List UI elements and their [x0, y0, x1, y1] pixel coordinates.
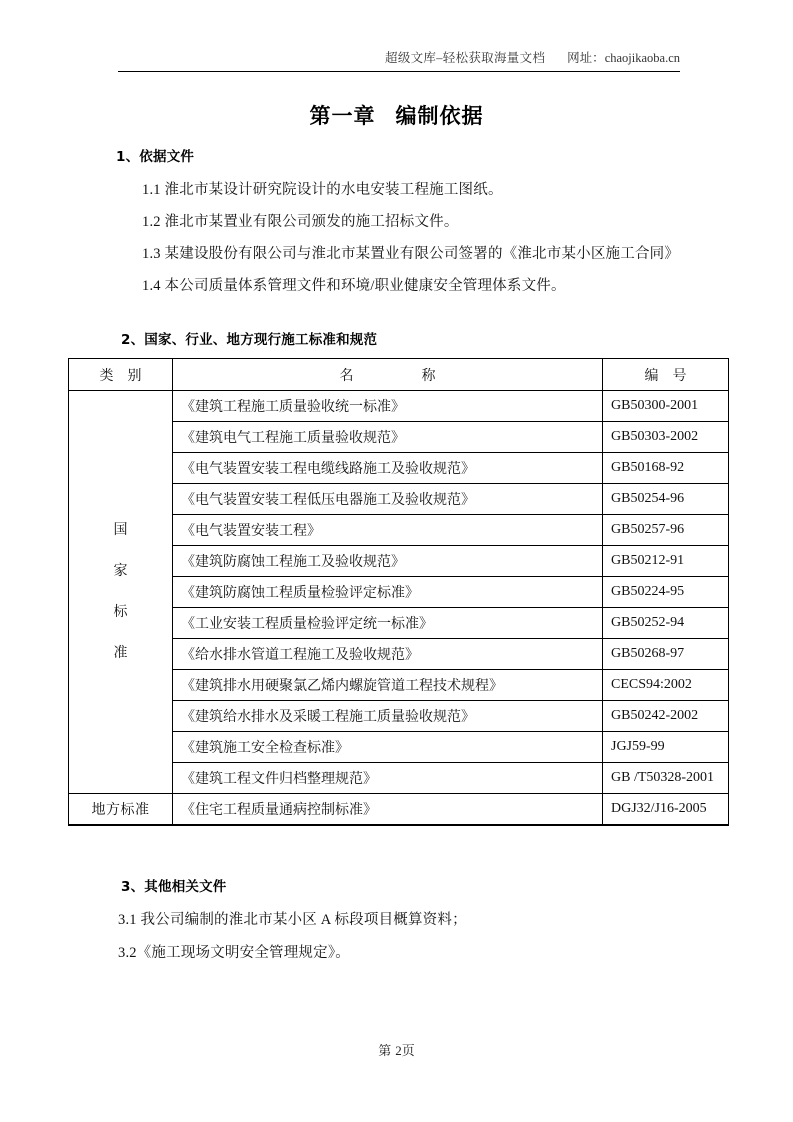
header-url: chaojikaoba.cn	[604, 51, 680, 65]
cell-category-national	[69, 391, 173, 794]
column-header-name-right: 称	[421, 368, 436, 384]
cell-standard-name: 《电气装置安装工程低压电器施工及验收规范》	[173, 484, 603, 515]
header-url-label: 网址：	[567, 51, 605, 65]
cell-standard-name: 《建筑给水排水及采暖工程施工质量验收规范》	[173, 701, 603, 732]
column-header-type-left: 类	[99, 368, 114, 384]
header-site-name: 超级文库–轻松获取海量文档	[385, 51, 546, 65]
cell-standard-name: 《电气装置安装工程》	[173, 515, 603, 546]
vertical-label-national-standard	[77, 524, 164, 661]
cell-standard-name: 《建筑施工安全检查标准》	[173, 732, 603, 763]
cell-standard-code: GB50300-2001	[603, 391, 729, 422]
column-header-type	[69, 359, 173, 391]
section-2-heading: 2、国家、行业、地方现行施工标准和规范	[121, 332, 378, 348]
header-divider-rule	[118, 71, 680, 72]
section-1-item-2: 1.2 淮北市某置业有限公司颁发的施工招标文件。	[142, 214, 459, 230]
cell-standard-code: GB50224-95	[603, 577, 729, 608]
cell-standard-code: GB50268-97	[603, 639, 729, 670]
standards-table-container	[68, 358, 728, 826]
standards-table-body	[69, 391, 729, 825]
cell-standard-code: GB50168-92	[603, 453, 729, 484]
column-header-code	[603, 359, 729, 391]
column-header-name	[173, 359, 603, 391]
cell-standard-code: CECS94:2002	[603, 670, 729, 701]
running-header	[118, 50, 680, 67]
cell-standard-name: 《建筑防腐蚀工程质量检验评定标准》	[173, 577, 603, 608]
page-title	[0, 100, 793, 130]
cell-standard-name: 《给水排水管道工程施工及验收规范》	[173, 639, 603, 670]
column-header-name-left: 名	[339, 368, 354, 384]
vertical-char-1: 国	[113, 522, 128, 538]
cell-standard-name: 《建筑防腐蚀工程施工及验收规范》	[173, 546, 603, 577]
cell-standard-name: 《建筑工程文件归档整理规范》	[173, 763, 603, 794]
section-1-item-4: 1.4 本公司质量体系管理文件和环境/职业健康安全管理体系文件。	[142, 278, 566, 294]
standards-table	[68, 358, 729, 826]
vertical-char-4: 准	[113, 645, 128, 661]
cell-standard-code: JGJ59-99	[603, 732, 729, 763]
cell-standard-name: 《建筑工程施工质量验收统一标准》	[173, 391, 603, 422]
cell-standard-name: 《建筑电气工程施工质量验收规范》	[173, 422, 603, 453]
section-1-item-1: 1.1 淮北市某设计研究院设计的水电安装工程施工图纸。	[142, 182, 503, 198]
footer-page-number: 2	[395, 1043, 402, 1058]
cell-standard-code: GB50303-2002	[603, 422, 729, 453]
table-row	[69, 391, 729, 422]
section-3-heading: 3、其他相关文件	[121, 879, 227, 895]
vertical-char-2: 家	[113, 563, 128, 579]
cell-standard-code: GB50252-94	[603, 608, 729, 639]
page-footer	[0, 1040, 793, 1059]
cell-standard-code: GB50212-91	[603, 546, 729, 577]
cell-standard-code: GB50257-96	[603, 515, 729, 546]
cell-standard-name: 《工业安装工程质量检验评定统一标准》	[173, 608, 603, 639]
table-row	[69, 794, 729, 825]
column-header-code-left: 编	[644, 368, 659, 384]
cell-standard-code: GB50254-96	[603, 484, 729, 515]
section-3-item-1: 3.1 我公司编制的淮北市某小区 A 标段项目概算资料；	[118, 912, 467, 928]
cell-standard-name: 《电气装置安装工程电缆线路施工及验收规范》	[173, 453, 603, 484]
cell-standard-code: DGJ32/J16-2005	[603, 794, 729, 825]
cell-category-local: 地方标准	[69, 794, 173, 825]
cell-standard-name: 《建筑排水用硬聚氯乙烯内螺旋管道工程技术规程》	[173, 670, 603, 701]
table-header-row	[69, 359, 729, 391]
footer-page-suffix: 页	[401, 1043, 415, 1058]
cell-standard-code: GB50242-2002	[603, 701, 729, 732]
column-header-code-right: 号	[672, 368, 687, 384]
section-1-heading: 1、依据文件	[116, 149, 195, 165]
title-name: 编制依据	[395, 104, 484, 128]
column-header-type-right: 别	[127, 368, 142, 384]
title-chapter: 第一章	[309, 104, 376, 128]
cell-standard-code: GB /T50328-2001	[603, 763, 729, 794]
cell-standard-name: 《住宅工程质量通病控制标准》	[173, 794, 603, 825]
footer-page-prefix: 第	[378, 1043, 392, 1058]
section-3-item-2: 3.2《施工现场文明安全管理规定》。	[118, 945, 350, 961]
section-1-item-3: 1.3 某建设股份有限公司与淮北市某置业有限公司签署的《淮北市某小区施工合同》	[142, 246, 680, 262]
vertical-char-3: 标	[113, 604, 128, 620]
